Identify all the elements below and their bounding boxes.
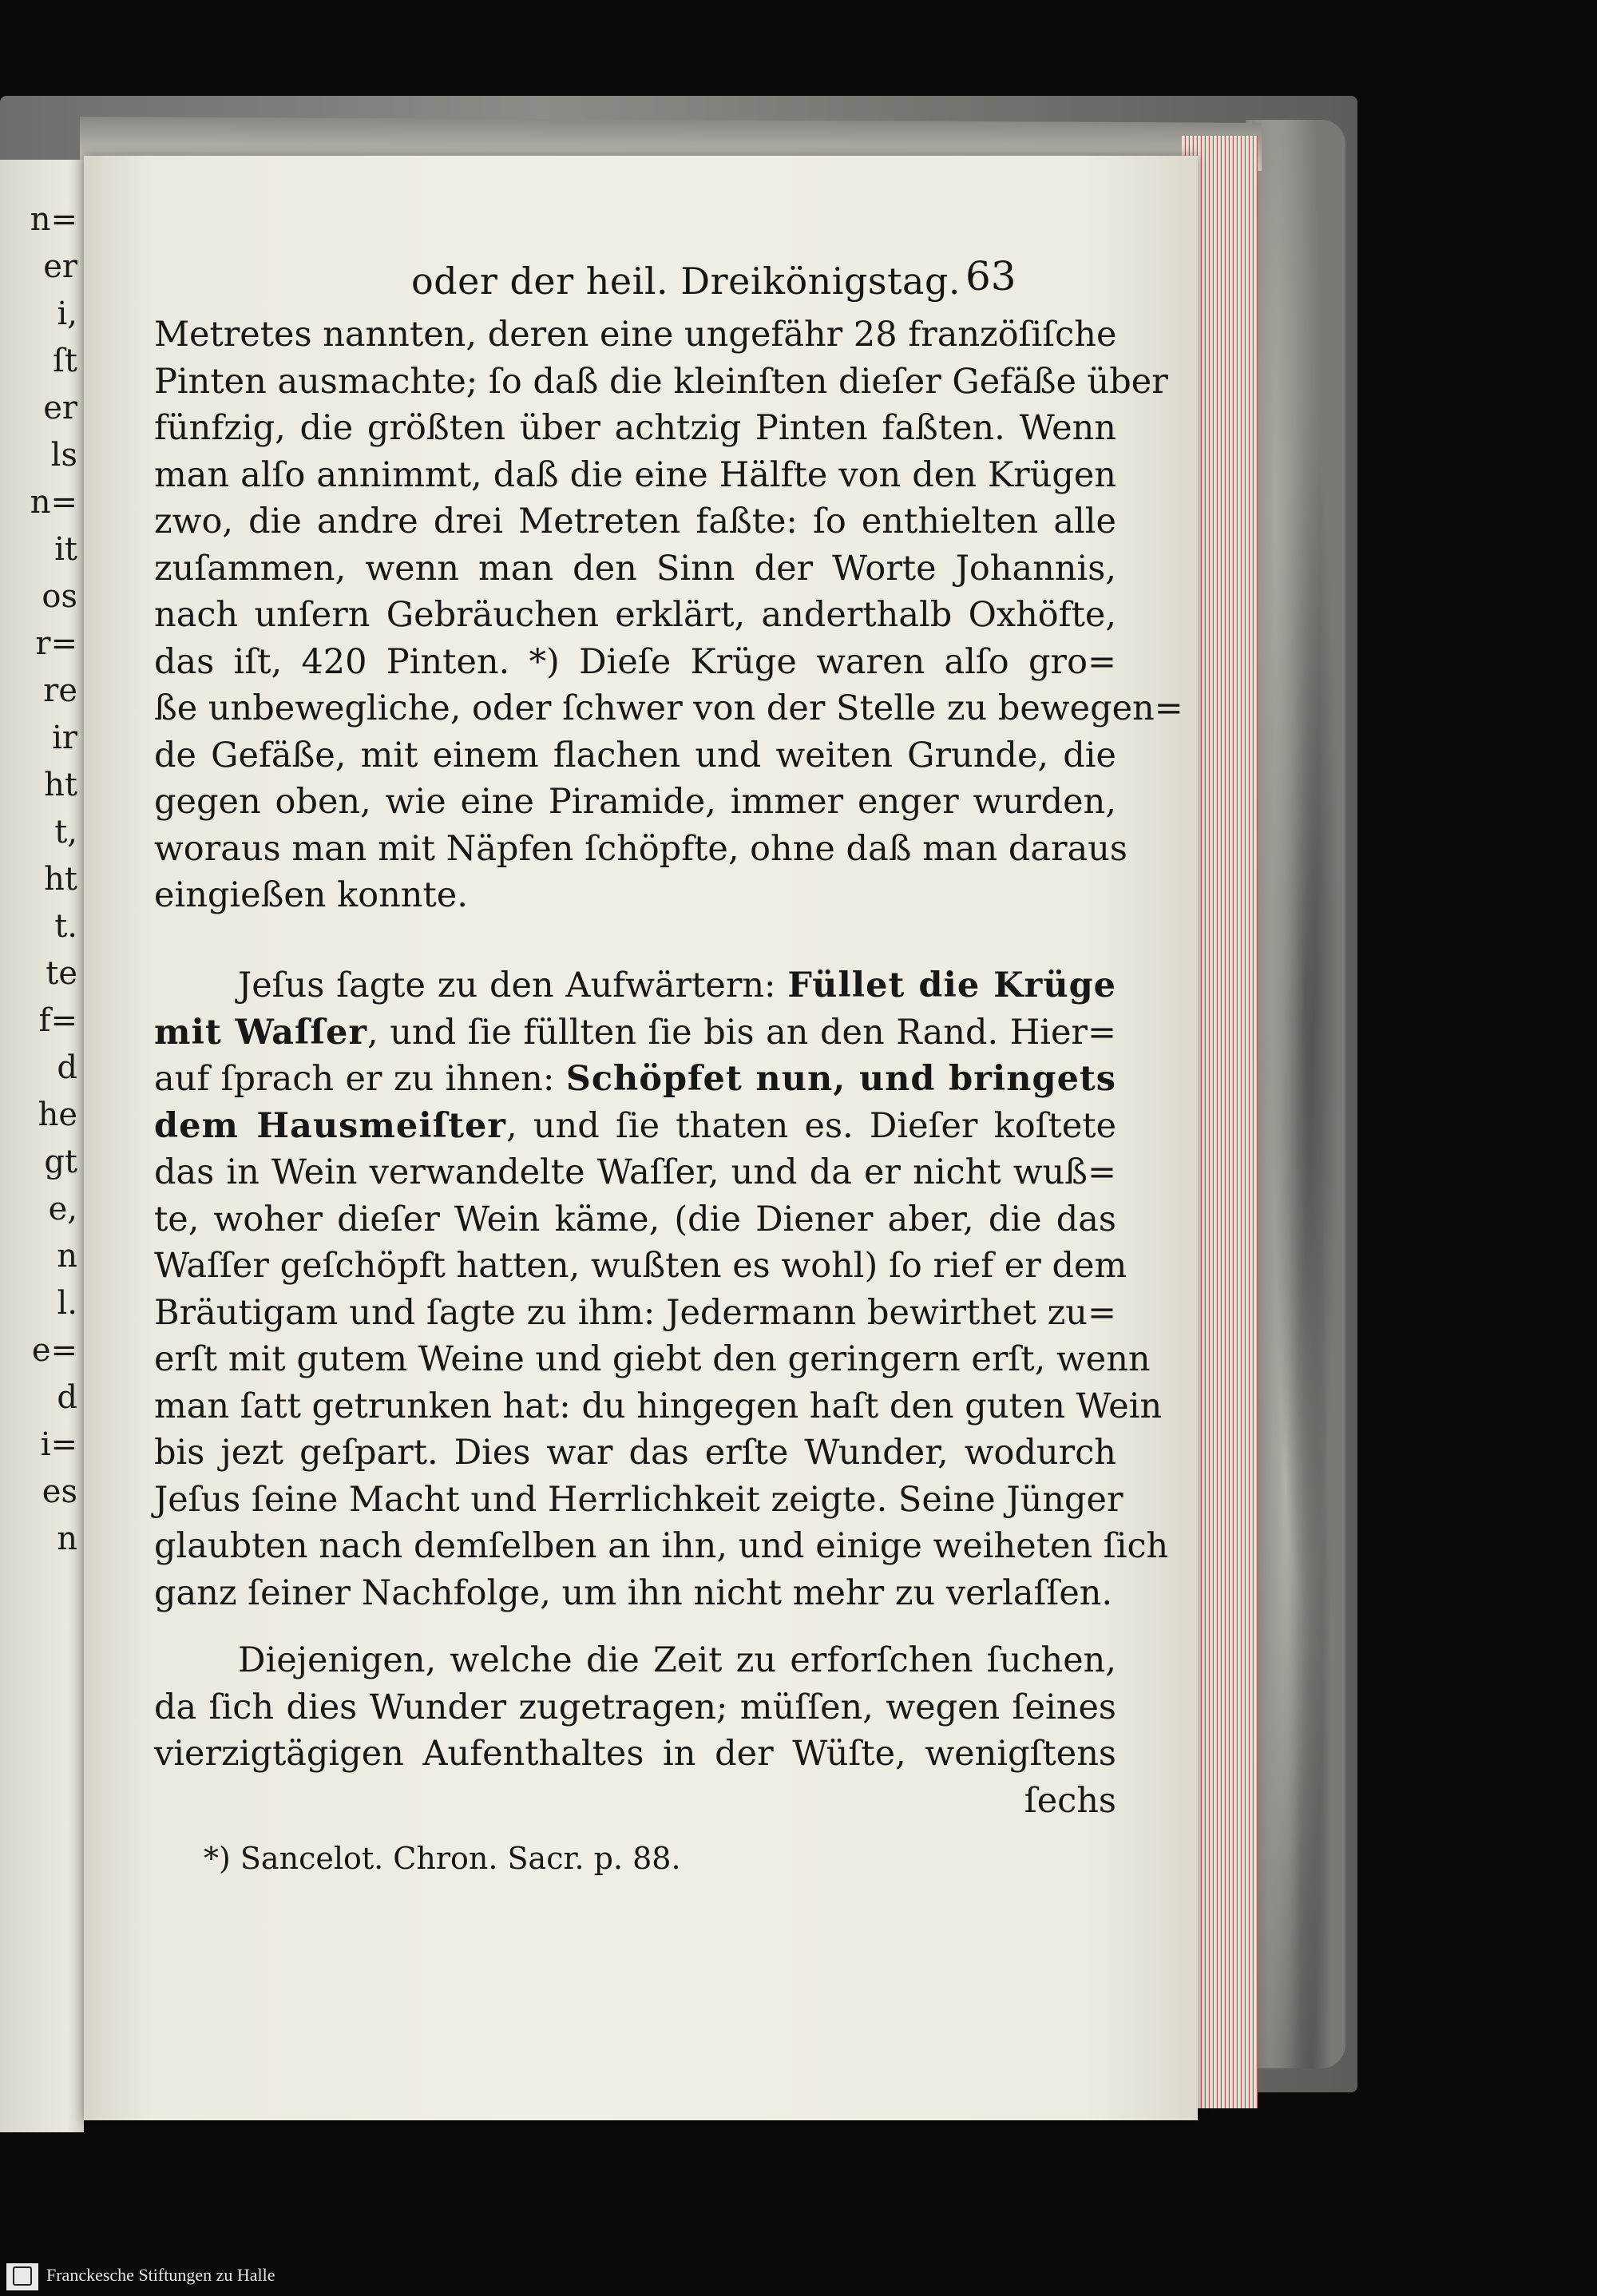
previous-page-text-fragment: l. [57,1285,77,1322]
emphasized-text: dem Hausmeiſter [154,1105,506,1146]
text-line: de Gefäße, mit einem flachen und weiten Grunde, die [154,735,1116,775]
previous-page-text-fragment: e= [31,1332,77,1369]
text-run: ganz ſeiner Nachfolge, um ihn nicht mehr zu verlaſſen. [154,1572,1113,1613]
text-line: woraus man mit Näpfen ſchöpfte, ohne daß man daraus [154,828,1127,869]
text-line: das iſt, 420 Pinten. *) Dieſe Krüge waren alſo gro= [154,641,1116,682]
text-run: glaubten nach demſelben an ihn, und einige weiheten ſich [154,1526,1169,1566]
text-line: ße unbewegliche, oder ſchwer von der Stelle zu bewegen= [154,688,1183,728]
emphasized-text: mit Waſſer [154,1012,367,1053]
emphasized-text: Schöpfet nun, und bringets [565,1059,1116,1099]
text-line: fünfzig, die größten über achtzig Pinten faßten. Wenn [154,408,1116,448]
text-line: Metretes nannten, deren eine ungefähr 28 franzöſiſche [154,315,1117,355]
previous-page-text-fragment: it [54,531,77,568]
text-line [154,1336,1151,1383]
text-run: te, woher dieſer Wein käme, (die Diener aber, die das [154,1199,1116,1239]
text-line: Pinten ausmachte; ſo daß die kleinſten dieſer Gefäße über [154,361,1168,402]
text-line [154,1149,1116,1196]
text-line: vierzigtägigen Aufenthaltes in der Wüſte, wenigſtens [154,1734,1116,1774]
marbled-cover-edge [1246,120,1345,2068]
previous-page-text-fragment: ls [50,437,77,474]
previous-page-text-fragment: er [43,248,77,285]
previous-page-text-fragment: ſt [53,343,77,379]
text-line [154,1523,1169,1570]
text-run: auf ſprach er zu ihnen: [154,1059,566,1099]
institution-logo-icon [6,2263,38,2290]
previous-page-text-fragment: er [43,390,77,426]
text-line [154,962,1116,1009]
text-line: zwo, die andre drei Metreten faßte: ſo enthielten alle [154,502,1116,541]
previous-page-text-fragment: te [46,955,77,992]
text-line: da ſich dies Wunder zugetragen; müſſen, wegen ſeines [154,1687,1116,1727]
previous-page-text-fragment: he [38,1096,77,1133]
previous-page-text-fragment: gt [44,1144,77,1180]
footnote: *) Sancelot. Chron. Sacr. p. 88. [204,1841,681,1876]
previous-page-text-fragment: e, [48,1191,77,1227]
previous-page-text-fragment: n [57,1238,77,1275]
previous-page-text-fragment: r= [35,625,77,662]
previous-page-text-fragment: t, [54,814,77,851]
previous-page-text-fragment: d [57,1379,77,1416]
text-line [154,1056,1116,1103]
previous-page-text-fragment: f= [38,1002,77,1039]
text-line [154,1477,1123,1524]
previous-page-text-fragment: ht [44,861,77,898]
text-run: Waſſer geſchöpft hatten, wußten es wohl) ſo rief er dem [154,1246,1127,1286]
previous-page-text-fragment: t. [54,908,77,945]
text-run: erſt mit gutem Weine und giebt den geringern erſt, wenn [154,1339,1151,1379]
page-number: 63 [965,253,1016,299]
text-line [154,1243,1127,1290]
text-run: Jeſus ſeine Macht und Herrlichkeit zeigte. Seine Jünger [154,1479,1123,1520]
text-line: eingießen konnte. [154,875,468,915]
text-run: man ſatt getrunken hat: du hingegen haſt den guten Wein [154,1386,1163,1426]
previous-page-text-fragment: ht [44,767,77,803]
emphasized-text: Füllet die Krüge [787,966,1117,1005]
previous-page-text-fragment: n [57,1521,77,1557]
text-line [154,1009,1116,1057]
previous-page-text-fragment: es [42,1473,77,1510]
catchword: ſechs [1024,1780,1116,1821]
text-run: das in Wein verwandelte Waſſer, und da er nicht wuß= [154,1152,1116,1192]
previous-page-text-fragment: n= [30,484,77,521]
institution-name: Franckesche Stiftungen zu Halle [46,2265,275,2285]
text-line: nach unſern Gebräuchen erklärt, anderthalb Oxhöfte, [154,595,1116,635]
book-page [84,156,1198,2120]
text-line: gegen oben, wie eine Piramide, immer enger wurden, [154,782,1116,822]
previous-page-text-fragment: n= [30,201,77,238]
previous-page-text-fragment: ir [52,720,77,756]
text-line [154,1103,1116,1150]
text-run: , und ſie füllten ſie bis an den Rand. Hier= [367,1012,1117,1053]
paragraph-2 [154,962,1169,1616]
text-run: bis jezt geſpart. Dies war das erſte Wunder, wodurch [154,1433,1116,1473]
text-line [154,1196,1116,1243]
text-line [154,1570,1116,1617]
paragraph-1 [154,311,1183,919]
text-run: Jeſus ſagte zu den Aufwärtern: [238,966,788,1005]
text-run: , und ſie thaten es. Dieſer koſtete [505,1105,1117,1146]
text-line [154,1430,1116,1477]
previous-page-text-fragment: os [42,578,77,615]
previous-page-text-fragment: i= [40,1426,77,1463]
text-line [154,1290,1116,1337]
paragraph-3 [154,1637,1116,1824]
text-line: zuſammen, wenn man den Sinn der Worte Johannis, [154,548,1116,589]
previous-page-edge [0,160,84,2132]
text-line: man alſo annimmt, daß die eine Hälfte von den Krügen [154,454,1116,495]
text-line: Diejenigen, welche die Zeit zu erforſchen ſuchen, [238,1640,1116,1680]
previous-page-text-fragment: i, [57,295,77,332]
running-title: oder der heil. Dreikönigstag. [411,260,961,303]
previous-page-text-fragment: d [57,1049,77,1086]
text-run: Bräutigam und ſagte zu ihm: Jedermann bewirthet zu= [154,1292,1116,1333]
previous-page-text-fragment: re [43,672,77,709]
text-line [154,1383,1163,1430]
